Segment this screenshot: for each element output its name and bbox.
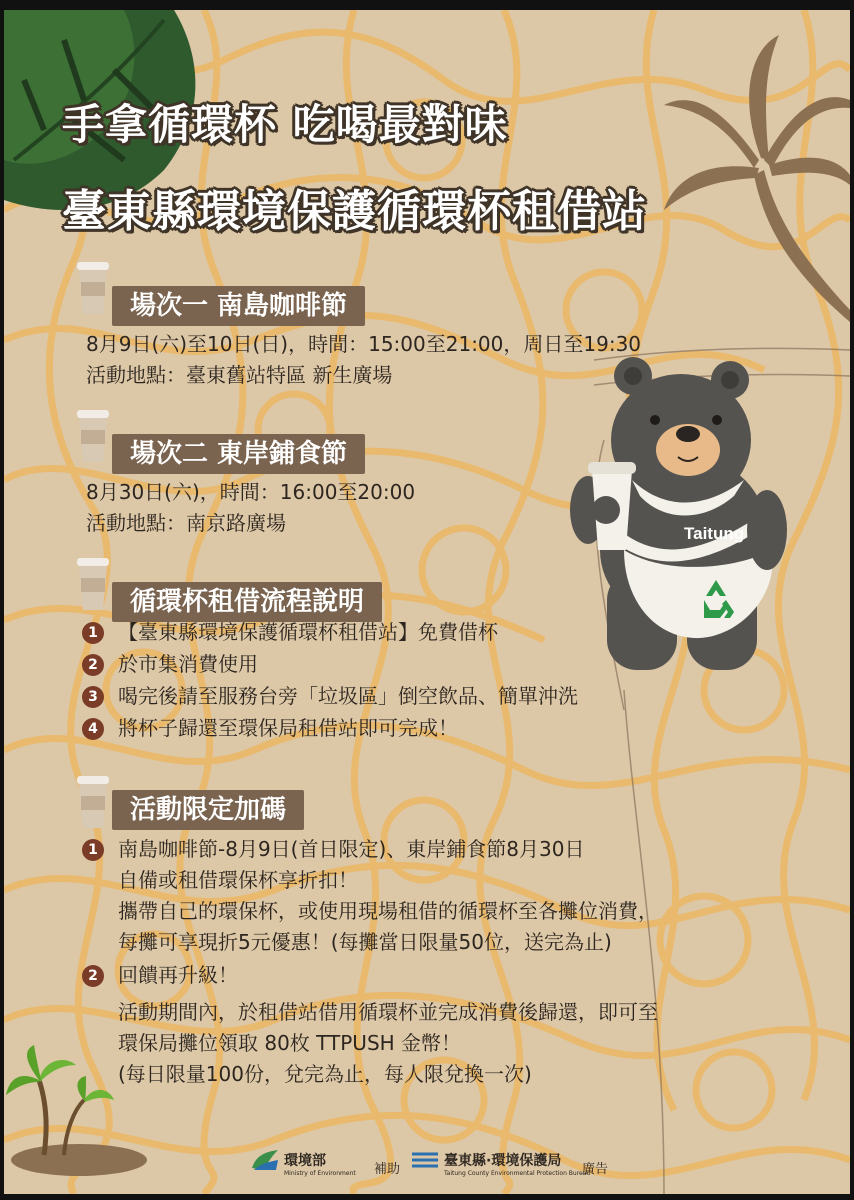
step-text: 喝完後請至服務台旁「垃圾區」倒空飲品、簡單沖洗 [118,684,578,708]
session-1-time: 8月9日(六)至10日(日)，時間：15:00至21:00，周日至19:30 [86,332,642,356]
section-3-label: 循環杯租借流程說明 [112,582,382,622]
session-1-place: 活動地點：臺東舊站特區 新生廣場 [86,363,393,387]
footer-ad: 廣告 [582,1162,609,1177]
footer-sponsor: 補助 [374,1162,401,1177]
bonus-number-badge: 1 [82,839,104,861]
step-text: 將杯子歸還至環保局租借站即可完成！ [118,716,458,740]
bear-mascot [570,357,787,670]
poster [4,10,850,1194]
bonus-line: 攜帶自己的環保杯，或使用現場租借的循環杯至各攤位消費， [118,899,658,923]
cup-icon [76,260,110,316]
footer-ministry [284,1150,356,1177]
step-number-badge: 4 [82,718,104,740]
step-number-badge: 1 [82,622,104,644]
section-4-label: 活動限定加碼 [112,790,304,830]
bonus-line: 南島咖啡節-8月9日(首日限定)、東岸鋪食節8月30日 [118,837,585,861]
bonus-line: 回饋再升級！ [118,963,238,987]
bonus-item-2 [82,960,658,1090]
title-line-2: 臺東縣環境保護循環杯租借站 [62,186,647,237]
cup-icon [76,408,110,464]
step-number-badge: 3 [82,686,104,708]
mascot-shirt-text: Taitung [684,524,745,543]
session-2-place: 活動地點：南京路廣場 [86,511,286,535]
palm-tree-top [664,35,850,322]
bonus-line: 環保局攤位領取 80枚 TTPUSH 金幣！ [118,1031,462,1055]
title-line-1: 手拿循環杯 吃喝最對味 [62,100,508,149]
cup-icon [76,774,110,830]
process-step-3 [82,680,578,712]
ministry-logo-icon [250,1146,280,1172]
bureau-name: 臺東縣·環境保護局 [444,1153,562,1169]
ministry-name-en: Ministry of Environment [284,1170,356,1177]
bonus-line: 活動期間內，於租借站借用循環杯並完成消費後歸還，即可至 [118,1000,658,1024]
bonus-item-1 [82,834,658,958]
process-step-1 [82,616,498,648]
ministry-name: 環境部 [284,1153,326,1169]
footer-bureau [444,1150,590,1177]
bureau-logo-icon [410,1150,440,1170]
step-text: 【臺東縣環境保護循環杯租借站】免費借杯 [118,620,498,644]
bonus-number-badge: 2 [82,965,104,987]
section-1-label: 場次一 南島咖啡節 [112,286,365,326]
process-step-4 [82,712,458,744]
section-2-label: 場次二 東岸鋪食節 [112,434,365,474]
bonus-line: (每日限量100份，兌完為止，每人限兌換一次) [118,1062,532,1086]
step-number-badge: 2 [82,654,104,676]
cup-icon [76,556,110,612]
bonus-line: 自備或租借環保杯享折扣！ [118,868,358,892]
process-step-2 [82,648,258,680]
bureau-name-en: Taitung County Environmental Protection Bureau [444,1170,591,1177]
session-2-time: 8月30日(六)，時間：16:00至20:00 [86,480,416,504]
step-text: 於市集消費使用 [118,652,258,676]
bonus-line: 每攤可享現折5元優惠！(每攤當日限量50位，送完為止) [118,930,612,954]
